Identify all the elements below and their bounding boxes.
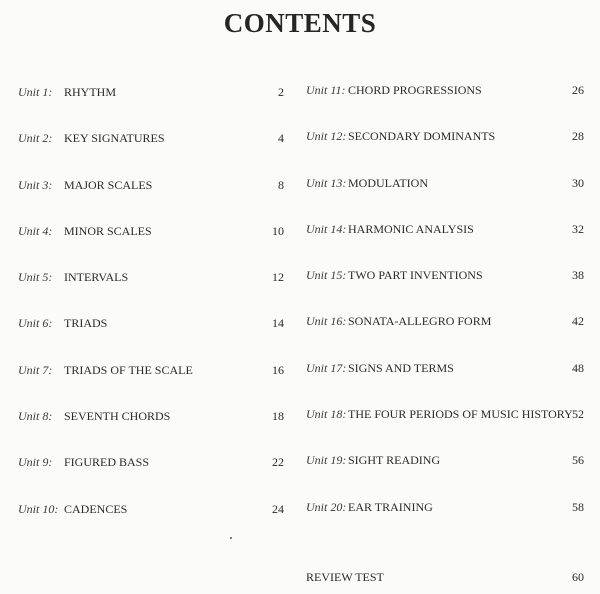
- unit-title: FIGURED BASS: [64, 455, 150, 470]
- unit-number: Unit 11:: [306, 83, 346, 97]
- toc-entry: [306, 360, 584, 406]
- page-title: CONTENTS: [223, 8, 377, 38]
- unit-number: Unit 9:: [18, 455, 53, 470]
- unit-number: Unit 4:: [18, 223, 53, 238]
- page-number: 38: [572, 268, 584, 283]
- page-number: 2: [278, 85, 284, 99]
- unit-number: Unit 15:: [306, 268, 347, 283]
- unit-title: TWO PART INVENTIONS: [348, 268, 483, 283]
- unit-title: EAR TRAINING: [348, 499, 433, 514]
- unit-title: SIGNS AND TERMS: [348, 360, 454, 375]
- scan-speck: [230, 537, 232, 539]
- toc-entry: [306, 499, 584, 545]
- page-number: 58: [572, 499, 584, 514]
- toc-entry: [306, 406, 584, 452]
- toc-entry: [18, 269, 284, 315]
- unit-number: Unit 3:: [18, 177, 53, 192]
- unit-title: CHORD PROGRESSIONS: [348, 83, 482, 97]
- unit-title: RHYTHM: [64, 85, 117, 99]
- unit-number: Unit 8:: [18, 409, 53, 424]
- page-number: 42: [572, 314, 584, 329]
- unit-number: Unit 16:: [306, 314, 347, 329]
- toc-entry: [18, 177, 284, 223]
- page-number: 14: [272, 316, 284, 331]
- unit-number: Unit 1:: [18, 85, 53, 99]
- page-number: 48: [572, 360, 584, 375]
- toc-entry: [306, 175, 584, 221]
- unit-title: KEY SIGNATURES: [64, 131, 165, 146]
- page-number: 24: [272, 501, 284, 516]
- page-number: 22: [272, 455, 284, 470]
- page-number: 8: [278, 177, 284, 192]
- contents-right-column: [306, 82, 584, 545]
- unit-number: Unit 6:: [18, 316, 53, 331]
- toc-entry: [18, 454, 284, 500]
- toc-entry: [18, 315, 284, 361]
- unit-title: CADENCES: [64, 501, 128, 516]
- unit-number: Unit 18:: [306, 407, 347, 422]
- page-number: 4: [278, 131, 284, 146]
- page-number: 18: [272, 409, 284, 424]
- page-number: 60: [572, 570, 584, 584]
- unit-title: TRIADS OF THE SCALE: [64, 362, 193, 377]
- unit-title: HARMONIC ANALYSIS: [348, 221, 474, 236]
- page-number: 28: [572, 129, 584, 144]
- unit-number: Unit 5:: [18, 270, 53, 285]
- toc-entry: [18, 362, 284, 408]
- unit-number: Unit 12:: [306, 129, 347, 144]
- page-number: 10: [272, 223, 284, 238]
- unit-title: SEVENTH CHORDS: [64, 409, 171, 424]
- unit-number: Unit 2:: [18, 131, 53, 146]
- toc-entry: [18, 223, 284, 269]
- toc-entry: [306, 221, 584, 267]
- unit-number: Unit 7:: [18, 362, 53, 377]
- review-test-title: REVIEW TEST: [306, 570, 384, 584]
- page-number: 12: [272, 270, 284, 285]
- unit-number: Unit 14:: [306, 221, 347, 236]
- page-number: 32: [572, 221, 584, 236]
- unit-title: MODULATION: [348, 175, 428, 190]
- toc-entry: [306, 82, 584, 128]
- toc-entry: [18, 130, 284, 176]
- toc-entry: [306, 267, 584, 313]
- unit-number: Unit 10:: [18, 501, 59, 516]
- page-number: 56: [572, 453, 584, 468]
- page-number: 52: [572, 407, 584, 422]
- page-number: 16: [272, 362, 284, 377]
- unit-title: SECONDARY DOMINANTS: [348, 129, 496, 144]
- toc-entry: [306, 313, 584, 359]
- unit-title: SIGHT READING: [348, 453, 441, 468]
- unit-number: Unit 13:: [306, 175, 347, 190]
- toc-entry: [18, 501, 284, 547]
- unit-title: THE FOUR PERIODS OF MUSIC HISTORY: [348, 407, 573, 422]
- unit-title: INTERVALS: [64, 270, 129, 285]
- unit-title: MINOR SCALES: [64, 223, 152, 238]
- unit-number: Unit 20:: [306, 499, 347, 514]
- toc-entry: [18, 408, 284, 454]
- unit-number: Unit 19:: [306, 453, 347, 468]
- toc-entry: [306, 452, 584, 498]
- toc-entry: [306, 128, 584, 174]
- unit-number: Unit 17:: [306, 360, 347, 375]
- toc-entry: [18, 84, 284, 130]
- unit-title: TRIADS: [64, 316, 108, 331]
- page-number: 26: [572, 83, 584, 97]
- unit-title: SONATA-ALLEGRO FORM: [348, 314, 492, 329]
- contents-left-column: [18, 84, 284, 547]
- page-number: 30: [572, 175, 584, 190]
- unit-title: MAJOR SCALES: [64, 177, 153, 192]
